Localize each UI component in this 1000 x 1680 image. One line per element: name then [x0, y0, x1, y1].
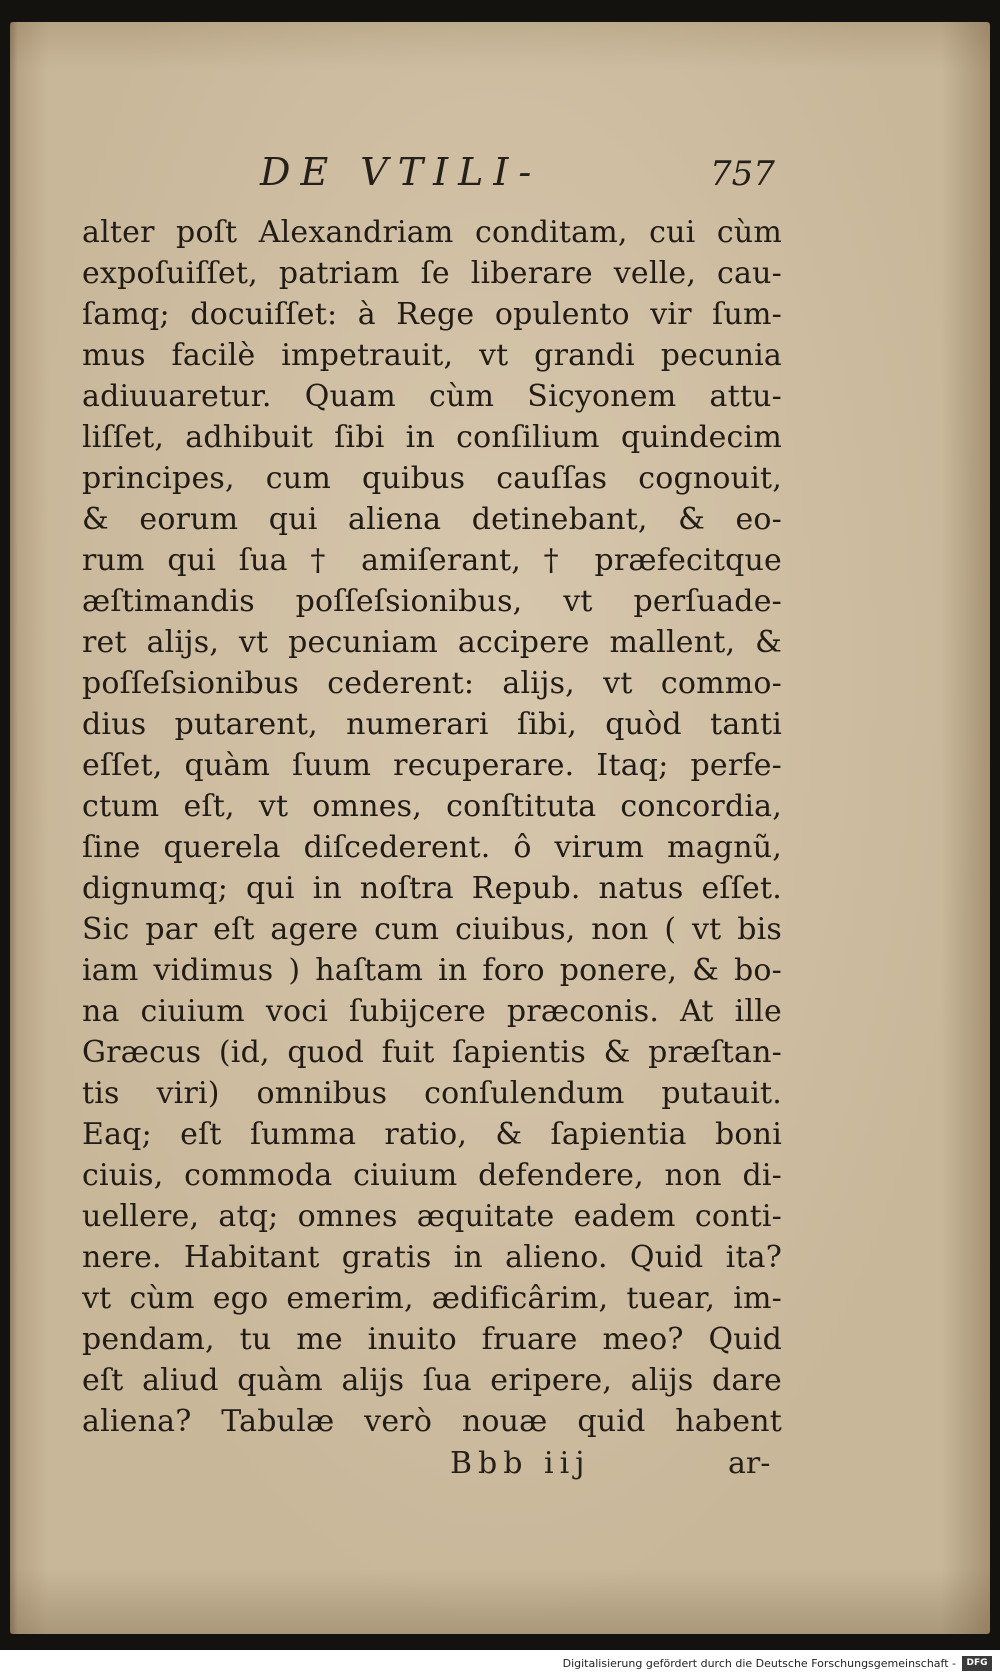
text-line: Sic par eſt agere cum ciuibus, non ( vt bis — [82, 912, 782, 947]
text-line: dignumq; qui in noſtra Repub. natus eſſet. — [82, 871, 782, 906]
text-line: liſſet, adhibuit ſibi in conſilium quindecim — [82, 420, 782, 455]
page-edge-shadow — [10, 22, 18, 1634]
text-line: pendam, tu me inuito fruare meo? Quid — [82, 1322, 782, 1357]
text-line: ctum eſt, vt omnes, conſtituta concordia, — [82, 789, 782, 824]
text-line: principes, cum quibus cauſſas cognouit, — [82, 461, 782, 496]
text-line: eſſet, quàm ſuum recuperare. Itaq; perfe- — [82, 748, 782, 783]
text-line: eſt aliud quàm alijs ſua eripere, alijs dare — [82, 1363, 782, 1398]
text-line: Græcus (id, quod fuit ſapientis & præſtan- — [82, 1035, 782, 1070]
text-line: ciuis, commoda ciuium defendere, non di- — [82, 1158, 782, 1193]
text-line: aliena? Tabulæ verò nouæ quid habent — [82, 1404, 782, 1439]
text-line: na ciuium voci ſubijcere præconis. At ille — [82, 994, 782, 1029]
body-text — [82, 212, 782, 1442]
digitization-footer — [0, 1650, 1000, 1680]
book-page — [10, 22, 990, 1634]
text-line: ret alijs, vt pecuniam accipere mallent, & — [82, 625, 782, 660]
text-line: Eaq; eſt ſumma ratio, & ſapientia boni — [82, 1117, 782, 1152]
text-line: ſine querela diſcederent. ô virum magnũ, — [82, 830, 782, 865]
text-line: mus facilè impetrauit, vt grandi pecunia — [82, 338, 782, 373]
signature-mark: Bbb iij — [450, 1446, 591, 1481]
text-line: vt cùm ego emerim, ædificârim, tuear, im- — [82, 1281, 782, 1316]
text-line: nere. Habitant gratis in alieno. Quid ita? — [82, 1240, 782, 1275]
page-number: 757 — [710, 154, 775, 194]
text-line: poſſeſsionibus cederent: alijs, vt commo- — [82, 666, 782, 701]
text-line: expoſuiſſet, patriam ſe liberare velle, cau- — [82, 256, 782, 291]
text-line: ſamq; docuiſſet: à Rege opulento vir ſum- — [82, 297, 782, 332]
text-line: dius putarent, numerari ſibi, quòd tanti — [82, 707, 782, 742]
text-line: & eorum qui aliena detinebant, & eo- — [82, 502, 782, 537]
funding-credit: Digitalisierung gefördert durch die Deutsche Forschungsgemeinschaft - — [562, 1657, 956, 1670]
text-line: adiuuaretur. Quam cùm Sicyonem attu- — [82, 379, 782, 414]
text-line: alter poſt Alexandriam conditam, cui cùm — [82, 215, 782, 250]
text-line: rum qui ſua † amiſerant, † præfecitque — [82, 543, 782, 578]
text-line: tis viri) omnibus conſulendum putauit. — [82, 1076, 782, 1111]
dfg-logo: DFG — [962, 1656, 992, 1671]
running-head: DE VTILI- — [260, 150, 542, 194]
text-line: æſtimandis poſſeſsionibus, vt perſuade- — [82, 584, 782, 619]
text-line: iam vidimus ) haſtam in foro ponere, & bo- — [82, 953, 782, 988]
catchword: ar- — [728, 1446, 771, 1481]
text-line: uellere, atq; omnes æquitate eadem conti- — [82, 1199, 782, 1234]
